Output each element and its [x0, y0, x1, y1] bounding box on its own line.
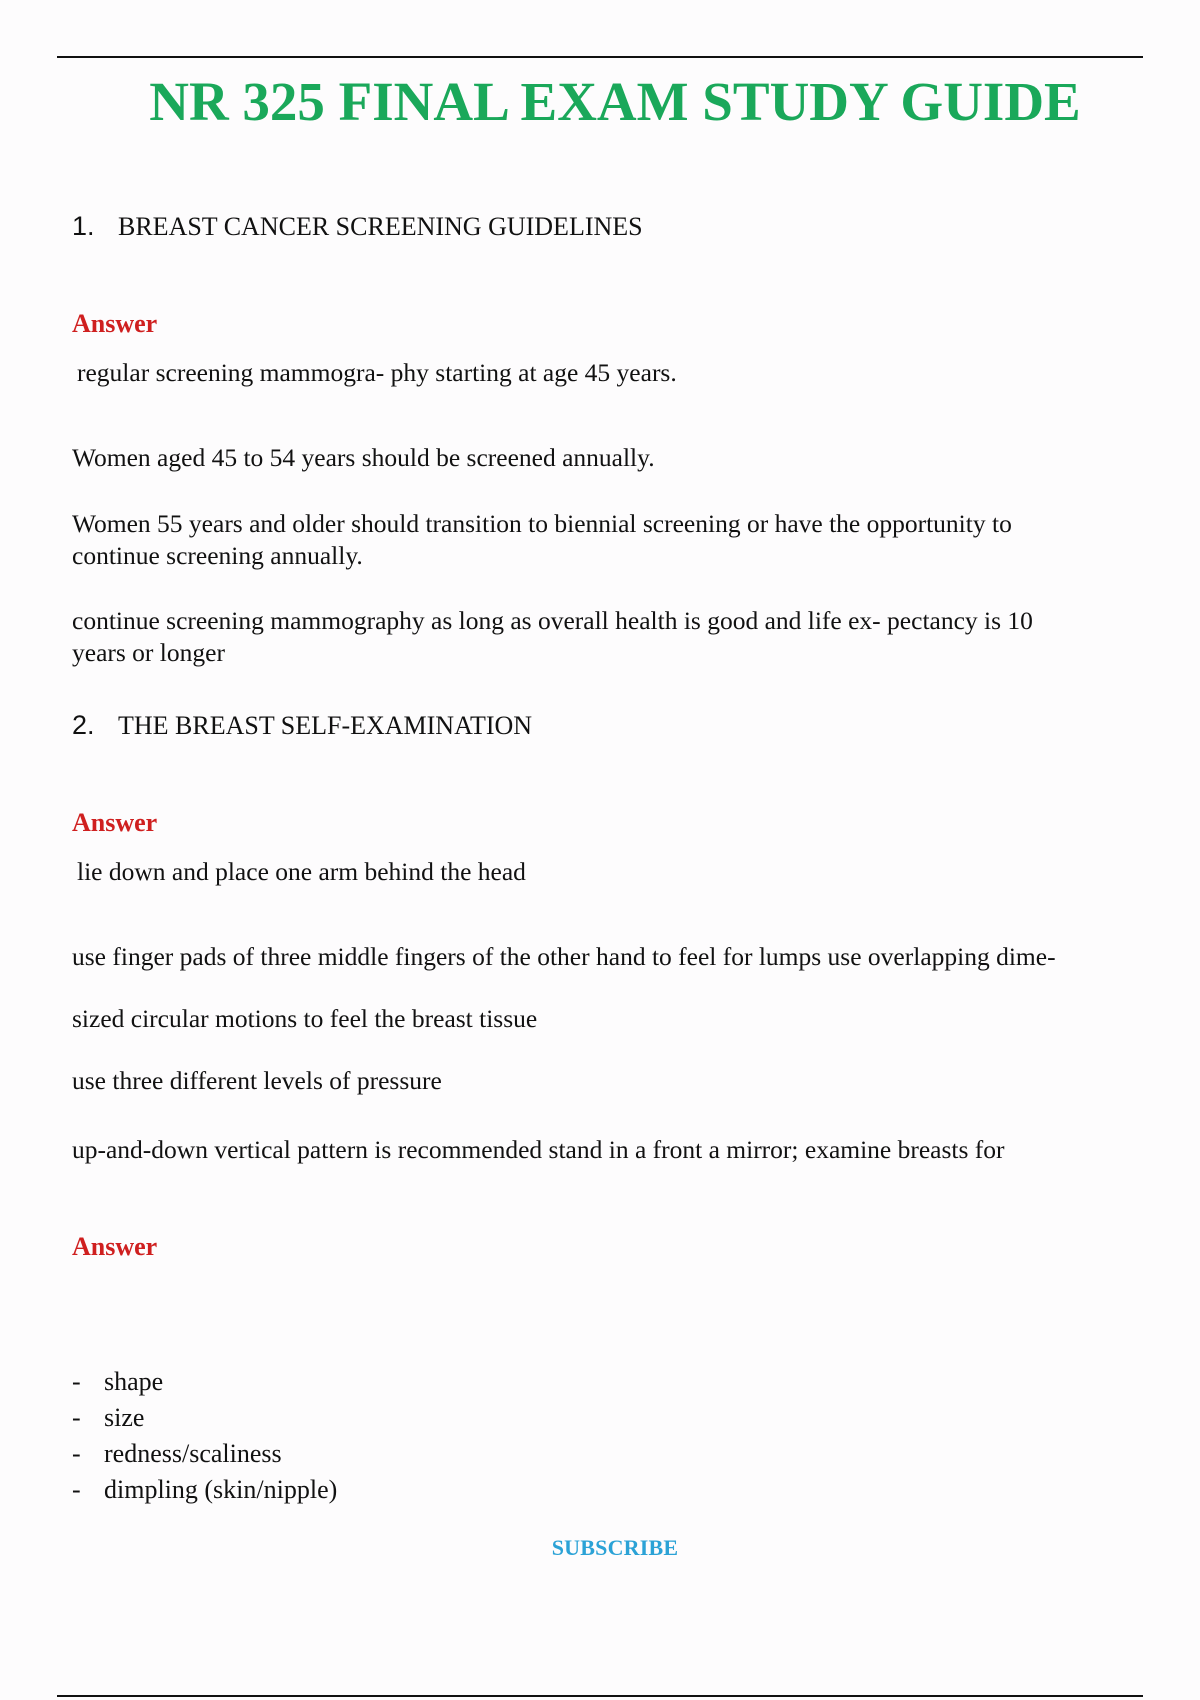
question-text-2: THE BREAST SELF-EXAMINATION — [118, 711, 533, 740]
answer-paragraph: sized circular motions to feel the breast tissue — [72, 1004, 538, 1033]
question-number-1: 1. — [72, 211, 95, 241]
bullet-dash: - — [72, 1439, 81, 1468]
bullet-dash: - — [72, 1367, 81, 1396]
answer-paragraph: Women 55 years and older should transition to biennial screening or have the opportunity to — [72, 509, 1012, 538]
answer-paragraph: use three different levels of pressure — [72, 1066, 442, 1095]
answer-paragraph: regular screening mammogra- phy starting at age 45 years. — [77, 358, 677, 387]
answer-paragraph: Women aged 45 to 54 years should be screened annually. — [72, 443, 655, 472]
list-item-text: size — [104, 1403, 145, 1432]
answer-paragraph: continue screening mammography as long as overall health is good and life ex- pectancy is 10 — [72, 606, 1033, 635]
answer-paragraph: up-and-down vertical pattern is recommended stand in a front a mirror; examine breasts for — [72, 1135, 1005, 1164]
list-item — [72, 1436, 337, 1472]
list-item-text: dimpling (skin/nipple) — [104, 1475, 338, 1504]
list-item — [72, 1400, 337, 1436]
answer-label-2: Answer — [72, 808, 158, 837]
subscribe-link[interactable]: SUBSCRIBE — [551, 1535, 679, 1560]
bullet-dash: - — [72, 1475, 81, 1504]
list-item-text: redness/scaliness — [104, 1439, 282, 1468]
answer-label-3: Answer — [72, 1232, 158, 1261]
bullet-dash: - — [72, 1403, 81, 1432]
answer-paragraph: lie down and place one arm behind the head — [77, 857, 526, 886]
observation-list — [72, 1364, 337, 1508]
question-number-2: 2. — [72, 710, 95, 740]
answer-label-1: Answer — [72, 309, 158, 338]
answer-paragraph: continue screening annually. — [72, 541, 363, 570]
answer-paragraph: use finger pads of three middle fingers of the other hand to feel for lumps use overlapping dime- — [72, 942, 1056, 971]
list-item-text: shape — [104, 1367, 164, 1396]
list-item — [72, 1472, 337, 1508]
bottom-rule — [57, 1695, 1143, 1697]
document-title: NR 325 FINAL EXAM STUDY GUIDE — [149, 71, 1081, 132]
list-item — [72, 1364, 337, 1400]
question-text-1: BREAST CANCER SCREENING GUIDELINES — [118, 212, 643, 241]
top-rule — [57, 56, 1143, 58]
answer-paragraph: years or longer — [72, 638, 225, 667]
